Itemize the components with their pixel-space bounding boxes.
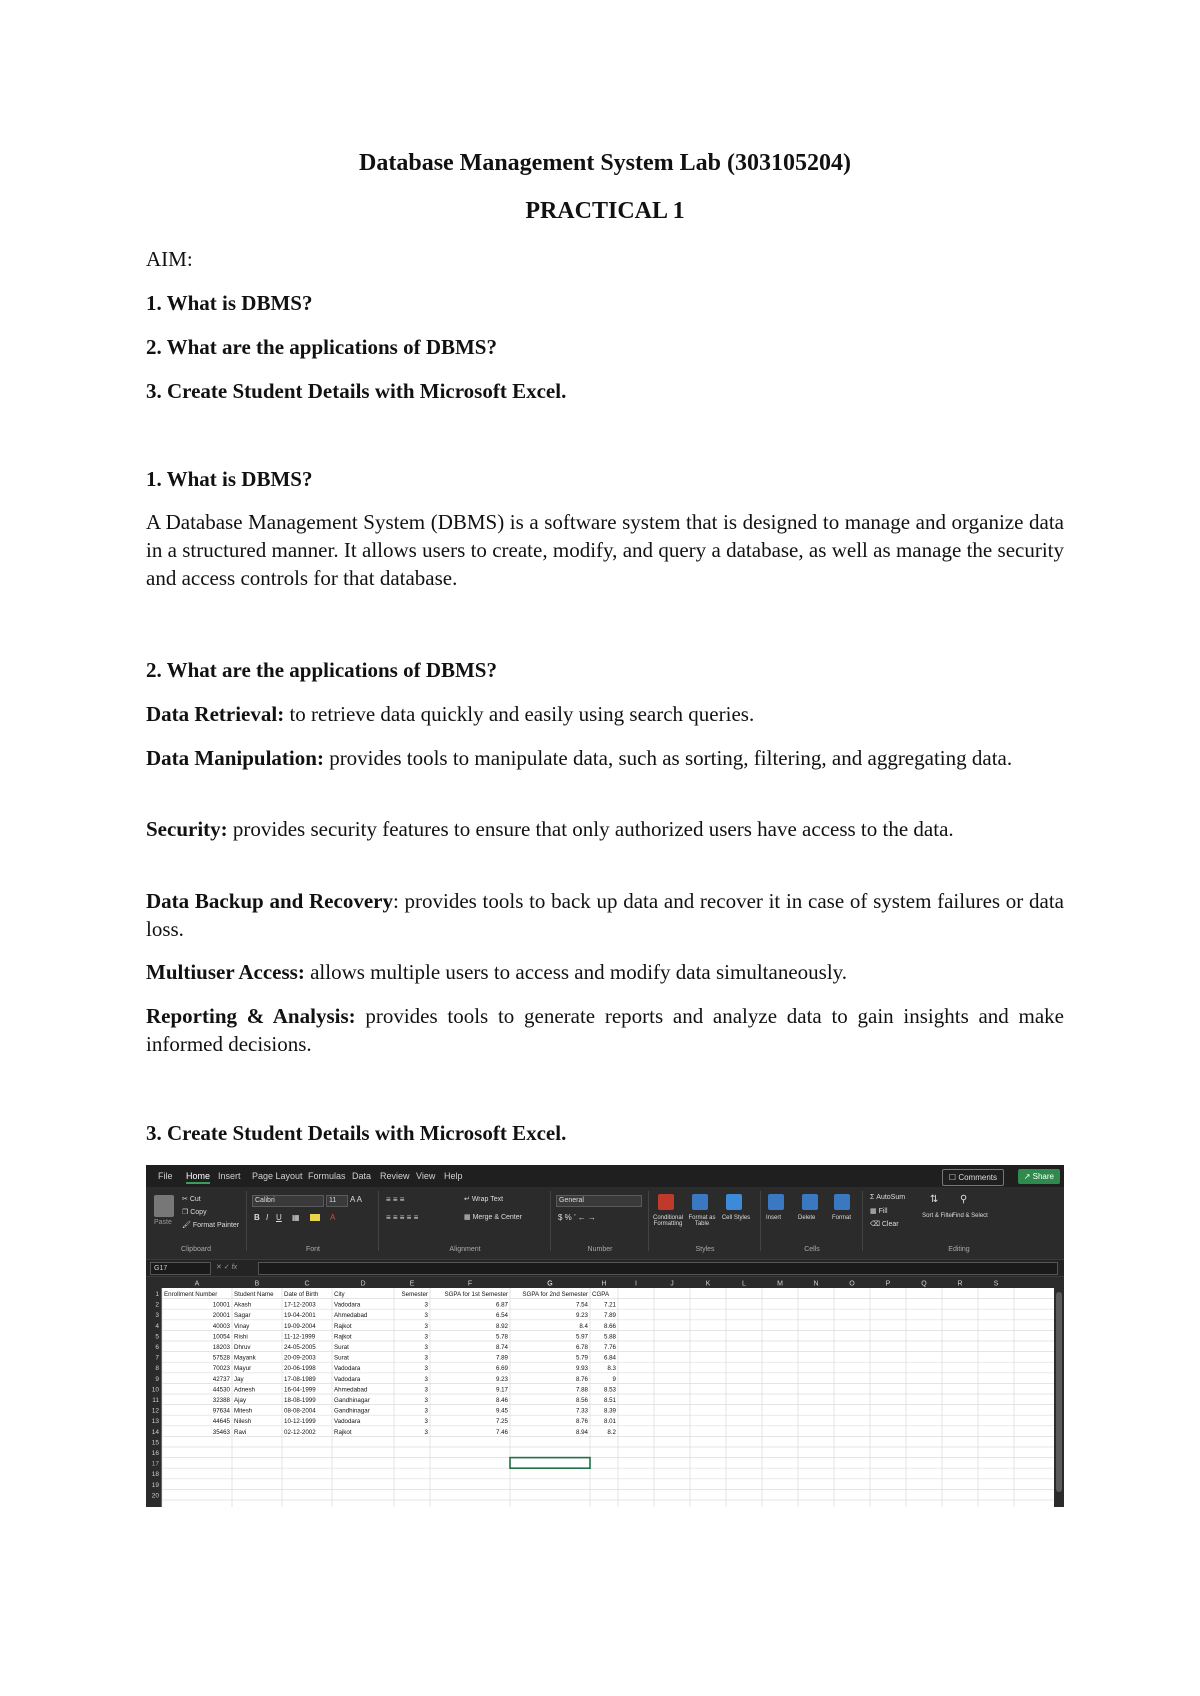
- number-format-select[interactable]: [556, 1195, 642, 1207]
- column-header-label: S: [993, 1280, 999, 1288]
- table-cell: 3: [424, 1301, 428, 1309]
- format-label: Format: [832, 1215, 852, 1221]
- column-header-label: E: [409, 1280, 415, 1288]
- wrap-text-button[interactable]: ↵ Wrap Text: [464, 1196, 504, 1203]
- table-cell: 3: [424, 1333, 428, 1341]
- aim-item: 3. Create Student Details with Microsoft Excel.: [146, 379, 567, 403]
- table-cell: 8.01: [603, 1418, 616, 1426]
- table-cell: 3: [424, 1397, 428, 1404]
- formula-input[interactable]: [258, 1262, 1058, 1275]
- table-header-cell: CGPA: [592, 1291, 610, 1298]
- share-label: Share: [1032, 1172, 1054, 1181]
- menu-view[interactable]: View: [416, 1171, 436, 1181]
- table-cell: Surat: [334, 1344, 349, 1351]
- table-cell: 10001: [212, 1301, 230, 1309]
- table-cell: 7.21: [603, 1301, 616, 1309]
- alignment-group-label: Alignment: [449, 1246, 481, 1253]
- table-cell: 42737: [212, 1375, 230, 1383]
- table-cell: Vadodara: [334, 1418, 361, 1426]
- row-header-label: 16: [151, 1450, 159, 1457]
- section1-body: A Database Management System (DBMS) is a software system that is designed to manage and organize data in a structured manner. It allows users to create, modify, and query a database, as well as manage the security and access controls for that database.: [146, 510, 1064, 590]
- table-cell: 8.46: [495, 1397, 508, 1404]
- insert-cells-icon[interactable]: [768, 1194, 784, 1210]
- table-cell: 6.54: [495, 1312, 508, 1320]
- table-cell: Sagar: [234, 1312, 251, 1320]
- table-cell: 3: [424, 1407, 428, 1415]
- application-item: [146, 887, 1064, 943]
- table-cell: 24-05-2005: [284, 1344, 316, 1351]
- table-cell: 10054: [212, 1333, 230, 1341]
- table-cell: 8.92: [495, 1322, 508, 1330]
- application-label: Reporting & Analysis:: [146, 1004, 356, 1028]
- number-group: [552, 1191, 649, 1251]
- italic-icon[interactable]: I: [266, 1213, 269, 1222]
- table-header-cell: Semester: [401, 1291, 428, 1298]
- font-group: [248, 1191, 379, 1251]
- table-cell: 3: [424, 1386, 428, 1394]
- column-header-label: I: [635, 1280, 637, 1288]
- table-cell: 10-12-1999: [284, 1418, 316, 1426]
- column-header-label: D: [360, 1280, 366, 1288]
- font-size-select[interactable]: [326, 1195, 348, 1207]
- table-cell: Nilesh: [234, 1418, 252, 1426]
- menu-formulas[interactable]: Formulas: [308, 1171, 346, 1181]
- table-cell: 17-08-1989: [284, 1375, 316, 1383]
- row-header-label: 12: [151, 1407, 159, 1415]
- row-header-label: 7: [155, 1354, 159, 1362]
- excel-screenshot: [146, 1165, 1064, 1507]
- row-header-label: 2: [155, 1301, 159, 1309]
- conditional-formatting-label: Conditional Formatting: [652, 1215, 684, 1227]
- table-cell: 19-09-2004: [284, 1322, 316, 1330]
- format-table-label: Format as Table: [688, 1215, 716, 1227]
- table-cell: Vinay: [234, 1322, 250, 1330]
- column-header-label: C: [304, 1280, 310, 1288]
- table-cell: 70023: [212, 1365, 230, 1373]
- table-cell: 97634: [212, 1407, 230, 1415]
- find-select-label: Find & Select: [952, 1213, 988, 1219]
- copy-button[interactable]: ❐ Copy: [182, 1209, 207, 1216]
- font-group-label: Font: [305, 1246, 320, 1253]
- table-cell: 19-04-2001: [284, 1312, 316, 1320]
- row-header-label: 18: [151, 1471, 159, 1479]
- table-cell: Vadodara: [334, 1365, 361, 1373]
- table-cell: 44645: [212, 1418, 230, 1426]
- application-label: Multiuser Access:: [146, 960, 305, 984]
- menu-help[interactable]: Help: [444, 1171, 463, 1181]
- table-cell: 8.2: [607, 1428, 616, 1436]
- cell-styles-label: Cell Styles: [721, 1215, 751, 1221]
- row-header-label: 4: [155, 1322, 159, 1330]
- copy-label: Copy: [190, 1209, 207, 1216]
- table-cell: 9.23: [495, 1375, 508, 1383]
- row-header-label: 13: [151, 1418, 159, 1426]
- sort-filter-icon[interactable]: ⇅: [930, 1194, 939, 1205]
- cut-label: Cut: [189, 1196, 201, 1203]
- menu-home[interactable]: Home: [186, 1171, 210, 1184]
- clipboard-group-label: Clipboard: [181, 1246, 211, 1253]
- section1-heading: 1. What is DBMS?: [146, 467, 313, 491]
- comments-button[interactable]: ☐ Comments: [942, 1169, 1004, 1186]
- alignment-group: [380, 1191, 551, 1251]
- row-header-label: 11: [152, 1397, 159, 1404]
- table-cell: 9.45: [495, 1407, 508, 1415]
- table-cell: 18-08-1999: [284, 1397, 316, 1404]
- table-cell: 16-04-1999: [284, 1386, 316, 1394]
- table-cell: 7.46: [495, 1428, 508, 1436]
- table-cell: Jay: [234, 1375, 244, 1383]
- table-cell: 20001: [212, 1312, 230, 1320]
- formula-bar-icons: ✕ ✓ fx: [216, 1264, 238, 1271]
- menu-file[interactable]: File: [158, 1171, 173, 1181]
- merge-center-label: Merge & Center: [472, 1214, 522, 1221]
- menu-data[interactable]: Data: [352, 1171, 372, 1181]
- cells-group: [762, 1191, 863, 1251]
- table-cell: 32388: [212, 1397, 230, 1404]
- table-cell: 8.4: [579, 1322, 588, 1330]
- scrollbar-thumb: [1056, 1292, 1062, 1492]
- table-cell: 7.89: [603, 1312, 616, 1320]
- column-header-label: F: [467, 1280, 473, 1288]
- align-top-icons[interactable]: ≡ ≡ ≡: [386, 1195, 405, 1204]
- paste-icon[interactable]: [154, 1195, 174, 1217]
- menu-page-layout[interactable]: Page Layout: [252, 1171, 303, 1181]
- table-header-cell: City: [334, 1291, 345, 1298]
- underline-icon[interactable]: U: [276, 1213, 282, 1222]
- clear-label: Clear: [881, 1221, 899, 1228]
- table-cell: 9.17: [495, 1386, 508, 1394]
- table-cell: 3: [424, 1322, 428, 1330]
- table-cell: 7.88: [575, 1386, 588, 1394]
- table-cell: 3: [424, 1354, 428, 1362]
- table-cell: 9.23: [575, 1312, 588, 1320]
- styles-group: [650, 1191, 761, 1251]
- table-cell: 17-12-2003: [284, 1301, 316, 1309]
- table-header-cell: Date of Birth: [284, 1291, 319, 1298]
- row-header-label: 5: [155, 1333, 159, 1341]
- font-name-value: Calibri: [255, 1197, 275, 1204]
- table-cell: Mayank: [234, 1354, 256, 1362]
- selected-cell: [510, 1458, 590, 1469]
- table-header-cell: SGPA for 2nd Semester: [522, 1291, 588, 1298]
- table-cell: 8.76: [575, 1375, 588, 1383]
- sort-filter-label: Sort & Filter: [922, 1213, 954, 1219]
- table-cell: 7.54: [575, 1301, 588, 1309]
- autosum-label: AutoSum: [876, 1194, 906, 1201]
- fill-button[interactable]: ▦ Fill: [870, 1208, 888, 1215]
- font-name-select[interactable]: [252, 1195, 324, 1207]
- table-cell: Ahmedabad: [334, 1386, 368, 1394]
- column-header-label: J: [670, 1280, 674, 1288]
- column-header-label: G: [547, 1280, 553, 1288]
- section3-heading: 3. Create Student Details with Microsoft Excel.: [146, 1121, 567, 1145]
- row-header-label: 6: [155, 1344, 159, 1351]
- table-header-cell: Enrollment Number: [164, 1291, 218, 1298]
- row-header-label: 1: [155, 1291, 159, 1298]
- table-cell: 7.25: [495, 1418, 508, 1426]
- table-cell: 6.87: [495, 1301, 508, 1309]
- row-header-label: 19: [151, 1481, 159, 1489]
- aim-item: 1. What is DBMS?: [146, 291, 313, 315]
- table-cell: 35463: [212, 1428, 230, 1436]
- application-item: [146, 744, 1064, 772]
- table-cell: 9: [612, 1375, 616, 1383]
- table-cell: 7.76: [603, 1344, 616, 1351]
- application-item: [146, 958, 1064, 986]
- application-label: Data Retrieval:: [146, 702, 285, 726]
- table-cell: Ahmedabad: [334, 1312, 368, 1320]
- application-item: [146, 700, 1064, 728]
- menu-review[interactable]: Review: [380, 1171, 410, 1181]
- editing-group: [864, 1191, 1054, 1251]
- table-cell: 40003: [212, 1322, 230, 1330]
- merge-center-button[interactable]: ▦ Merge & Center: [464, 1214, 522, 1221]
- table-cell: 3: [424, 1418, 428, 1426]
- format-table-icon[interactable]: [692, 1194, 708, 1210]
- application-item: [146, 1002, 1064, 1058]
- excel-menu-bar: [146, 1165, 1064, 1187]
- paste-label: Paste: [154, 1219, 172, 1226]
- table-cell: 5.97: [575, 1333, 588, 1341]
- application-text: : provides tools to back up data and recover it in case of system failures or data loss.: [146, 889, 1064, 941]
- table-cell: Rishi: [234, 1333, 248, 1341]
- application-label: Data Manipulation:: [146, 746, 324, 770]
- row-header-label: 3: [155, 1312, 159, 1320]
- conditional-formatting-icon[interactable]: [658, 1194, 674, 1210]
- table-cell: 02-12-2002: [284, 1428, 316, 1436]
- wrap-text-label: Wrap Text: [471, 1196, 504, 1203]
- excel-ribbon: [146, 1187, 1064, 1260]
- table-cell: 8.74: [495, 1344, 508, 1351]
- table-cell: 5.88: [603, 1333, 616, 1341]
- autosum-button[interactable]: Σ AutoSum: [870, 1194, 906, 1201]
- row-header-label: 17: [151, 1460, 159, 1468]
- table-header-cell: SGPA for 1st Semester: [444, 1291, 508, 1298]
- align-left-icons[interactable]: ≡ ≡ ≡ ≡ ≡: [386, 1213, 419, 1222]
- grow-font-icon[interactable]: A A: [350, 1195, 363, 1204]
- table-cell: 7.33: [575, 1407, 588, 1415]
- table-cell: 3: [424, 1365, 428, 1373]
- format-cells-icon[interactable]: [834, 1194, 850, 1210]
- editing-group-label: Editing: [948, 1246, 970, 1253]
- table-cell: Mayur: [234, 1365, 252, 1373]
- table-cell: 08-08-2004: [284, 1407, 316, 1415]
- table-cell: 18203: [212, 1344, 230, 1351]
- spreadsheet-grid[interactable]: [146, 1277, 1064, 1507]
- number-format-value: General: [559, 1197, 584, 1204]
- clear-button[interactable]: ⌫ Clear: [870, 1221, 899, 1228]
- table-cell: 7.89: [495, 1354, 508, 1362]
- application-text: allows multiple users to access and modify data simultaneously.: [304, 960, 848, 984]
- table-cell: Vadodara: [334, 1375, 361, 1383]
- aim-item: 2. What are the applications of DBMS?: [146, 335, 497, 359]
- column-header-label: H: [601, 1280, 607, 1288]
- formula-bar: [146, 1260, 1064, 1277]
- font-size-value: 11: [329, 1197, 337, 1204]
- delete-cells-icon[interactable]: [802, 1194, 818, 1210]
- application-item: [146, 815, 1064, 843]
- table-cell: 20-06-1998: [284, 1365, 316, 1373]
- border-icon[interactable]: ▦: [292, 1213, 300, 1222]
- table-cell: 8.56: [575, 1397, 588, 1404]
- course-title: Database Management System Lab (303105204): [359, 150, 851, 176]
- number-format-icons[interactable]: $ % ’ ← →: [558, 1213, 596, 1222]
- application-text: to retrieve data quickly and easily using search queries.: [284, 702, 755, 726]
- fill-color-icon[interactable]: [310, 1214, 320, 1221]
- application-label: Data Backup and Recovery: [146, 889, 393, 913]
- table-cell: Dhruv: [234, 1344, 251, 1351]
- table-cell: 20-09-2003: [284, 1354, 316, 1362]
- section2-heading: 2. What are the applications of DBMS?: [146, 658, 497, 682]
- delete-label: Delete: [798, 1215, 816, 1221]
- application-text: provides security features to ensure that only authorized users have access to the data.: [227, 817, 954, 841]
- table-cell: 6.69: [495, 1365, 508, 1373]
- row-header-label: 20: [151, 1492, 159, 1500]
- table-cell: 3: [424, 1428, 428, 1436]
- table-cell: Rajkot: [334, 1428, 352, 1436]
- application-text: provides tools to manipulate data, such as sorting, filtering, and aggregating data.: [323, 746, 1013, 770]
- table-cell: 3: [424, 1375, 428, 1383]
- table-cell: Akash: [234, 1301, 252, 1309]
- font-color-icon[interactable]: A: [330, 1213, 336, 1222]
- table-cell: 9.93: [575, 1365, 588, 1373]
- table-header-cell: Student Name: [234, 1291, 274, 1298]
- column-header-label: L: [742, 1280, 746, 1288]
- row-header-label: 9: [155, 1375, 159, 1383]
- column-header-label: A: [194, 1280, 200, 1288]
- insert-label: Insert: [766, 1215, 782, 1221]
- format-painter-label: Format Painter: [192, 1222, 240, 1229]
- table-cell: 8.3: [607, 1365, 616, 1373]
- comments-label: Comments: [958, 1173, 997, 1182]
- format-painter-button[interactable]: 🖌 Format Painter: [182, 1222, 240, 1229]
- table-cell: Rajkot: [334, 1333, 352, 1341]
- find-select-icon[interactable]: ⚲: [960, 1194, 968, 1205]
- column-header-label: P: [885, 1280, 891, 1288]
- row-header-label: 8: [155, 1365, 159, 1373]
- table-cell: Gandhinagar: [334, 1397, 370, 1404]
- table-cell: 8.76: [575, 1418, 588, 1426]
- table-cell: 8.51: [603, 1397, 616, 1404]
- clipboard-group: [146, 1191, 247, 1251]
- column-header-label: K: [705, 1280, 711, 1288]
- row-header-label: 15: [151, 1439, 159, 1447]
- table-cell: 5.79: [575, 1354, 588, 1362]
- bold-icon[interactable]: B: [254, 1213, 260, 1222]
- table-cell: Gandhinagar: [334, 1407, 370, 1415]
- number-group-label: Number: [587, 1246, 613, 1253]
- share-button[interactable]: ↗ Share: [1018, 1169, 1060, 1184]
- cell-styles-icon[interactable]: [726, 1194, 742, 1210]
- column-header-label: O: [849, 1280, 855, 1288]
- table-cell: 57528: [212, 1354, 230, 1362]
- fx-label: fx: [231, 1264, 238, 1271]
- styles-group-label: Styles: [695, 1246, 715, 1253]
- table-cell: 11-12-1999: [284, 1333, 316, 1341]
- menu-insert[interactable]: Insert: [218, 1171, 241, 1181]
- cut-button[interactable]: ✂ Cut: [182, 1196, 201, 1203]
- practical-title: PRACTICAL 1: [525, 198, 685, 224]
- application-text: provides tools to generate reports and analyze data to gain insights and make informed decisions.: [146, 1004, 1064, 1056]
- table-cell: Rajkot: [334, 1322, 352, 1330]
- table-cell: 6.78: [575, 1344, 588, 1351]
- name-box[interactable]: G17: [150, 1262, 211, 1275]
- table-cell: 3: [424, 1344, 428, 1351]
- row-header-label: 14: [151, 1428, 159, 1436]
- application-label: Security:: [146, 817, 228, 841]
- table-cell: 44530: [212, 1386, 230, 1394]
- row-header-label: 10: [151, 1386, 159, 1394]
- table-cell: 8.94: [575, 1428, 588, 1436]
- table-cell: Vadodara: [334, 1301, 361, 1309]
- aim-label: AIM:: [146, 247, 193, 271]
- cells-group-label: Cells: [804, 1246, 820, 1253]
- table-cell: Surat: [334, 1354, 349, 1362]
- table-cell: 3: [424, 1312, 428, 1320]
- table-cell: 6.84: [603, 1354, 616, 1362]
- table-cell: Mitesh: [234, 1407, 253, 1415]
- column-header-label: M: [777, 1280, 783, 1288]
- column-header-label: B: [254, 1280, 260, 1288]
- table-cell: 8.39: [603, 1407, 616, 1415]
- column-header-label: R: [957, 1280, 963, 1288]
- table-cell: 8.53: [603, 1386, 616, 1394]
- table-cell: Adnesh: [234, 1386, 255, 1394]
- table-cell: 8.66: [603, 1322, 616, 1330]
- column-header-label: Q: [921, 1280, 927, 1288]
- table-cell: Ajay: [234, 1397, 247, 1404]
- table-cell: 5.78: [495, 1333, 508, 1341]
- table-cell: Ravi: [234, 1428, 247, 1436]
- fill-label: Fill: [878, 1208, 888, 1215]
- spreadsheet-svg: [146, 1277, 1064, 1507]
- column-header-label: N: [813, 1280, 819, 1288]
